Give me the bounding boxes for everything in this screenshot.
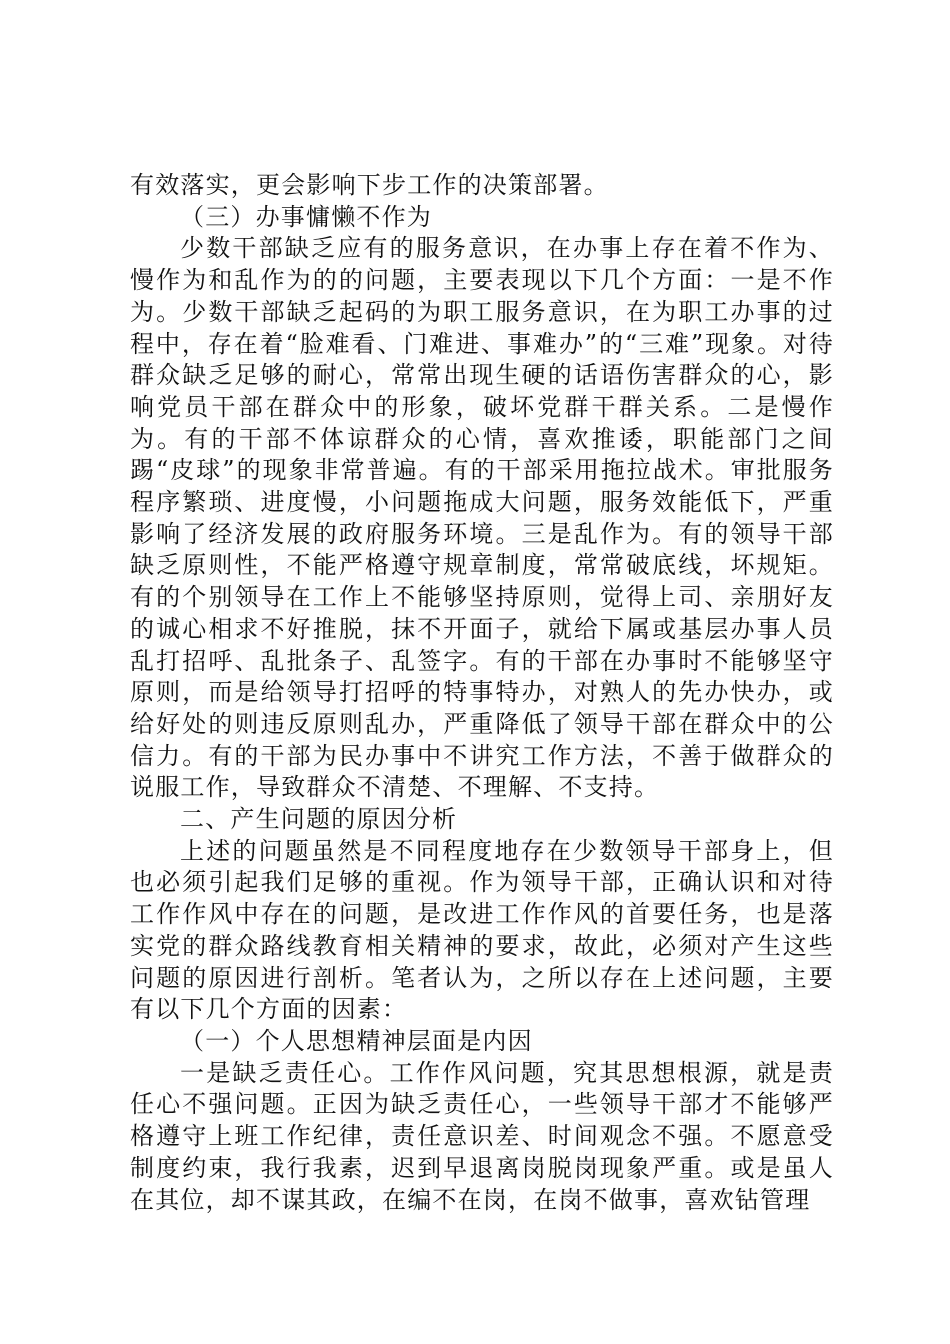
paragraph-body-inaction: 少数干部缺乏应有的服务意识，在办事上存在着不作为、慢作为和乱作为的的问题，主要表现以下几个方面：一是不作为。少数干部缺乏起码的为职工服务意识，在为职工办事的过程中，存在着“脸难看、门难进、事难办”的“三难”现象。对待群众缺乏足够的耐心，常常出现生硬的话语伤害群众的心，影响党员干部在群众中的形象，破坏党群干群关系。二是慢作为。有的干部不体谅群众的心情，喜欢推诿，职能部门之间踢“皮球”的现象非常普遍。有的干部采用拖拉战术。审批服务程序繁琐、进度慢，小问题拖成大问题，服务效能低下，严重影响了经济发展的政府服务环境。三是乱作为。有的领导干部缺乏原则性，不能严格遵守规章制度，常常破底线，坏规矩。有的个别领导在工作上不能够坚持原则，觉得上司、亲朋好友的诚心相求不好推脱，抹不开面子，就给下属或基层办事人员乱打招呼、乱批条子、乱签字。有的干部在办事时不能够坚守原则，而是给领导打招呼的特事特办，对熟人的先办快办，或给好处的则违反原则乱办，严重降低了领导干部在群众中的公信力。有的干部为民办事中不讲究工作方法，不善于做群众的说服工作，导致群众不清楚、不理解、不支持。 bbox=[130, 234, 834, 802]
paragraph-body-responsibility: 一是缺乏责任心。工作作风问题，究其思想根源，就是责任心不强问题。正因为缺乏责任心，一些领导干部才不能够严格遵守上班工作纪律，责任意识差、时间观念不强。不愿意受制度约束，我行我素，迟到早退离岗脱岗现象严重。或是虽人在其位，却不谋其政，在编不在岗，在岗不做事，喜欢钻管理 bbox=[130, 1058, 834, 1214]
paragraph-continuation: 有效落实，更会影响下步工作的决策部署。 bbox=[130, 171, 609, 199]
section-heading-two: 二、产生问题的原因分析 bbox=[180, 805, 458, 834]
document-page bbox=[130, 170, 834, 1216]
subheading-one: （一）个人思想精神层面是内因 bbox=[180, 1026, 533, 1055]
subheading-three: （三）办事慵懒不作为 bbox=[180, 202, 432, 231]
paragraph-body-causes: 上述的问题虽然是不同程度地存在少数领导干部身上，但也必须引起我们足够的重视。作为领导干部，正确认识和对待工作作风中存在的问题，是改进工作作风的首要任务，也是落实党的群众路线教育相关精神的要求，故此，必须对产生这些问题的原因进行剖析。笔者认为，之所以存在上述问题，主要有以下几个方面的因素： bbox=[130, 836, 834, 1024]
